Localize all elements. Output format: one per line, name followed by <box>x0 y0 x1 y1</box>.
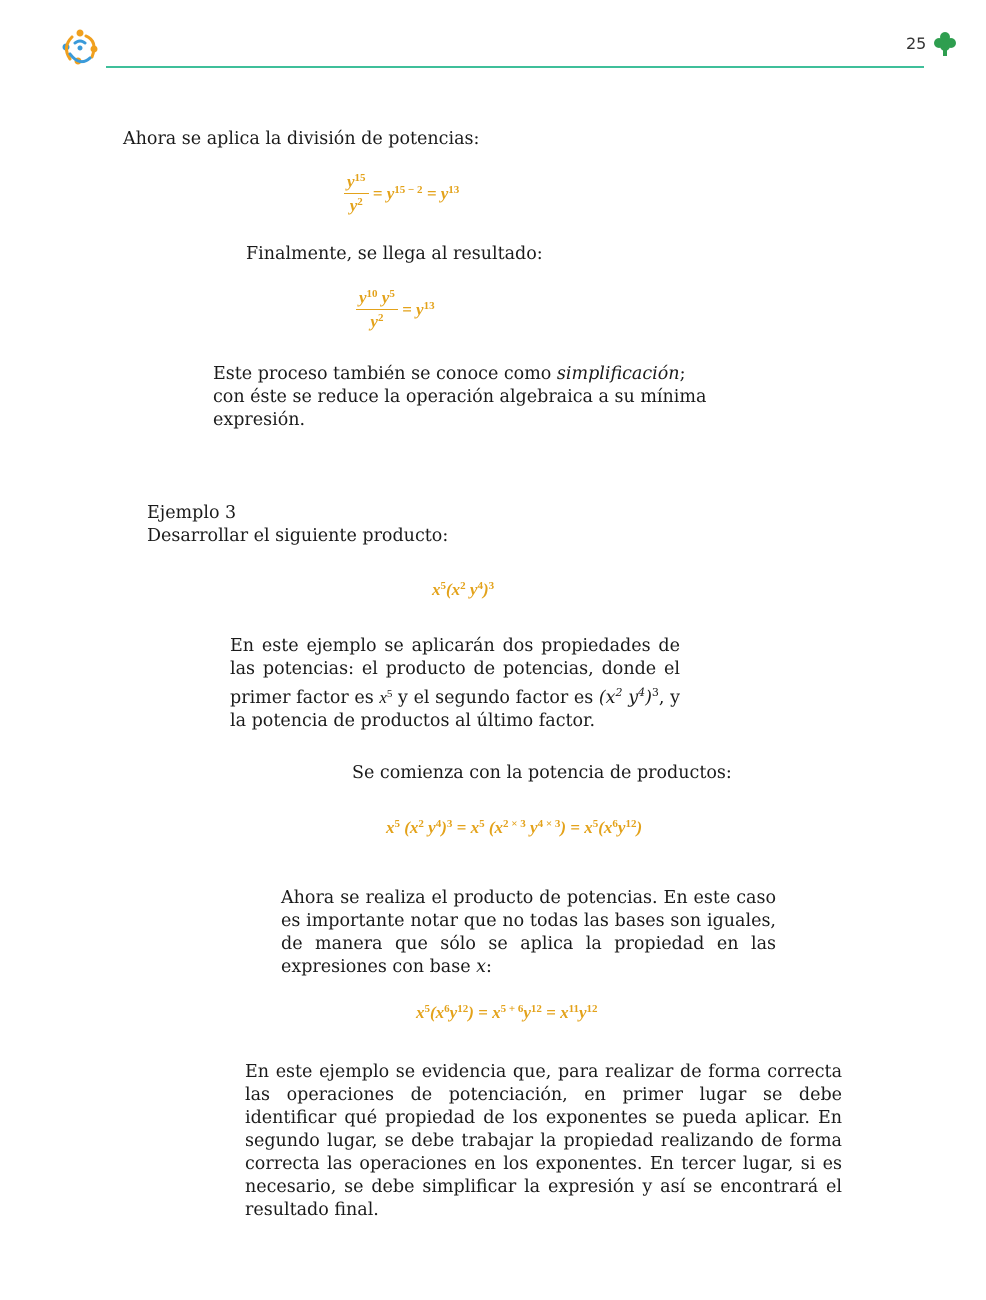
paragraph-conclusion: En este ejemplo se evidencia que, para realizar de forma correcta las operaciones de potenciación, en primer lugar se debe identificar qué propiedad de los exponentes se pueda aplicar. En segundo lugar, se debe trabajar la propiedad realizando de forma correcta las operaciones en los exponentes. En tercer lugar, si es necesario, se debe simplificar la expresión y así se encontrará el resultado final. <box>245 1062 842 1220</box>
variable: x <box>476 957 487 977</box>
header-logo <box>58 27 102 69</box>
paragraph-division: Ahora se aplica la división de potencias: <box>123 129 480 149</box>
text-span: Este proceso también se conoce como <box>213 364 557 384</box>
header-rule <box>106 66 924 68</box>
equation-power-of-products: $x^5$ ($x^2$ $y^4)^3 = x^5$ ($x^{2 \times 3}$ $y^{4 \times 3}) = x^5(x^6y^{12})$ <box>386 817 643 837</box>
text-span: : <box>486 957 492 977</box>
text-span: Ahora se realiza el producto de potencias. En este caso es importante notar que no todas las bases son iguales, de manera que sólo se aplica la propiedad en las expresiones con base <box>281 888 776 977</box>
text-span: y el segundo factor es <box>398 687 599 708</box>
paragraph-simplification <box>213 363 713 432</box>
paragraph-properties: En este ejemplo se aplicarán dos propiedades de las potencias: el producto de potencias, donde el primer factor es $x^5$ y el segundo factor es ($x^2$ $y^4)^3$, y la potencia de productos al último factor. <box>230 636 680 731</box>
equation-division: $\frac{y^{15}}{y^2}$ = $y^{15 - 2} = y^{13}$ <box>344 172 459 216</box>
text-span: , y la potencia de productos al último factor. <box>230 687 680 731</box>
fraction: $\frac{y^{15}}{y^2}$ <box>344 172 369 216</box>
emphasis-term: simplificación <box>556 364 680 384</box>
colorful-people-circle-icon <box>58 27 102 69</box>
text-span: En este ejemplo se aplicarán dos propiedades de las potencias: el producto de potencias, donde el primer factor es <box>230 636 680 708</box>
fraction: $\frac{y^{10} y^5}{y^2}$ <box>356 288 398 332</box>
header-corner <box>934 31 956 57</box>
paragraph-product-of-powers <box>281 887 776 979</box>
equation-product: $x^5(x^2$ $y^4)^3$ <box>432 579 495 599</box>
paragraph-power-of-products: Se comienza con la potencia de productos: <box>352 763 732 783</box>
equation-product-of-powers: $x^5(x^6y^{12}) = x^{5 + 6}y^{12} = x^{11}y^{12}$ <box>416 1002 598 1022</box>
paragraph-result: Finalmente, se llega al resultado: <box>246 244 543 264</box>
example-title: Ejemplo 3 <box>147 503 237 523</box>
page-number: 25 <box>906 34 927 53</box>
equation-result: $\frac{y^{10} y^5}{y^2}$ = $y^{13}$ <box>356 288 435 332</box>
example-task: Desarrollar el siguiente producto: <box>147 526 449 546</box>
text-span: ; con éste se reduce la operación algebraica a su mínima expresión. <box>213 364 707 430</box>
green-tree-icon <box>934 31 956 57</box>
